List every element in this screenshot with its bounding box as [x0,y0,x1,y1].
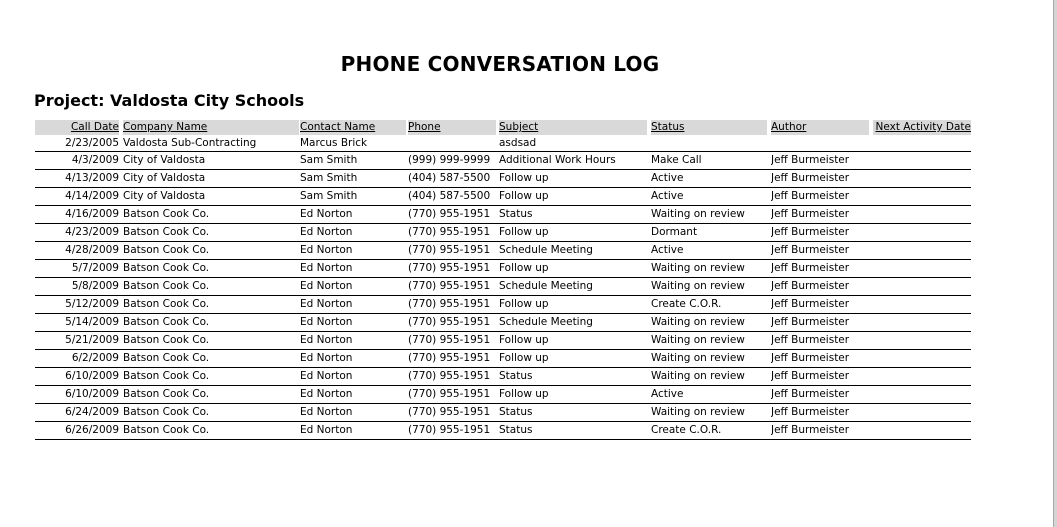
cell-next-activity-date [873,314,971,331]
cell-company-name: Batson Cook Co. [123,334,210,346]
cell-next-activity-date [873,170,971,187]
cell-contact-name: Marcus Brick [300,137,368,149]
table-row[interactable] [35,422,971,440]
table-body [35,135,971,440]
cell-call-date: 4/14/2009 [65,190,119,202]
header-status[interactable]: Status [651,120,767,135]
cell-next-activity-date [873,422,971,439]
table-row[interactable] [35,386,971,404]
cell-author: Jeff Burmeister [771,244,850,256]
cell-author: Jeff Burmeister [771,406,850,418]
cell-subject: asdsad [499,137,537,149]
report-title: PHONE CONVERSATION LOG [340,52,660,76]
window-right-edge [1053,0,1057,527]
table-row[interactable] [35,206,971,224]
cell-subject: Follow up [499,352,549,364]
cell-call-date: 4/3/2009 [71,154,119,166]
cell-call-date: 6/26/2009 [65,424,119,436]
cell-contact-name: Ed Norton [300,334,353,346]
cell-subject: Status [499,370,533,382]
cell-contact-name: Ed Norton [300,352,353,364]
cell-company-name: City of Valdosta [123,154,206,166]
table-row[interactable] [35,332,971,350]
cell-subject: Follow up [499,262,549,274]
cell-phone: (770) 955-1951 [408,370,491,382]
cell-company-name: Batson Cook Co. [123,262,210,274]
cell-contact-name: Ed Norton [300,406,353,418]
cell-subject: Follow up [499,298,549,310]
table-header-row [35,120,971,135]
cell-phone: (770) 955-1951 [408,424,491,436]
cell-phone: (770) 955-1951 [408,316,491,328]
cell-company-name: Batson Cook Co. [123,388,210,400]
cell-author: Jeff Burmeister [771,316,850,328]
cell-next-activity-date [873,188,971,205]
cell-status: Dormant [651,226,698,238]
cell-author: Jeff Burmeister [771,172,850,184]
header-phone[interactable]: Phone [408,120,496,135]
cell-phone: (770) 955-1951 [408,226,491,238]
cell-author: Jeff Burmeister [771,370,850,382]
cell-subject: Status [499,406,533,418]
cell-next-activity-date [873,350,971,367]
cell-author: Jeff Burmeister [771,388,850,400]
cell-next-activity-date [873,242,971,259]
table-row[interactable] [35,170,971,188]
cell-status: Waiting on review [651,370,745,382]
header-subject[interactable]: Subject [499,120,647,135]
cell-author: Jeff Burmeister [771,154,850,166]
cell-phone: (770) 955-1951 [408,334,491,346]
cell-call-date: 5/8/2009 [71,280,119,292]
cell-subject: Additional Work Hours [499,154,616,166]
cell-contact-name: Ed Norton [300,244,353,256]
cell-phone: (770) 955-1951 [408,244,491,256]
cell-phone: (404) 587-5500 [408,190,491,202]
table-row[interactable] [35,260,971,278]
table-row[interactable] [35,224,971,242]
cell-status: Waiting on review [651,316,745,328]
table-row[interactable] [35,278,971,296]
table-row[interactable] [35,135,971,152]
cell-call-date: 5/21/2009 [65,334,119,346]
cell-status: Active [651,388,684,400]
cell-contact-name: Ed Norton [300,388,353,400]
cell-company-name: Batson Cook Co. [123,280,210,292]
cell-phone: (999) 999-9999 [408,154,491,166]
cell-call-date: 4/16/2009 [65,208,119,220]
cell-status: Create C.O.R. [651,298,722,310]
cell-phone: (770) 955-1951 [408,280,491,292]
header-company-name[interactable]: Company Name [123,120,299,135]
cell-next-activity-date [873,296,971,313]
cell-next-activity-date [873,206,971,223]
cell-call-date: 5/7/2009 [71,262,119,274]
cell-author: Jeff Burmeister [771,424,850,436]
cell-author: Jeff Burmeister [771,208,850,220]
table-row[interactable] [35,242,971,260]
cell-status: Waiting on review [651,352,745,364]
table-row[interactable] [35,314,971,332]
header-author[interactable]: Author [771,120,869,135]
cell-subject: Schedule Meeting [499,316,593,328]
cell-call-date: 5/12/2009 [65,298,119,310]
cell-author: Jeff Burmeister [771,352,850,364]
cell-company-name: Batson Cook Co. [123,244,210,256]
cell-contact-name: Ed Norton [300,370,353,382]
table-row[interactable] [35,296,971,314]
table-row[interactable] [35,188,971,206]
cell-contact-name: Ed Norton [300,424,353,436]
cell-call-date: 4/23/2009 [65,226,119,238]
cell-call-date: 5/14/2009 [65,316,119,328]
cell-contact-name: Ed Norton [300,280,353,292]
cell-next-activity-date [873,332,971,349]
cell-subject: Status [499,208,533,220]
cell-call-date: 4/13/2009 [65,172,119,184]
cell-subject: Follow up [499,226,549,238]
cell-status: Create C.O.R. [651,424,722,436]
cell-next-activity-date [873,135,971,151]
cell-next-activity-date [873,152,971,169]
cell-company-name: Batson Cook Co. [123,352,210,364]
cell-call-date: 6/24/2009 [65,406,119,418]
cell-phone: (770) 955-1951 [408,208,491,220]
cell-company-name: Valdosta Sub-Contracting [123,137,257,149]
cell-subject: Follow up [499,190,549,202]
cell-status: Active [651,190,684,202]
cell-status: Waiting on review [651,406,745,418]
cell-company-name: Batson Cook Co. [123,226,210,238]
cell-company-name: Batson Cook Co. [123,370,210,382]
cell-subject: Schedule Meeting [499,280,593,292]
cell-author: Jeff Burmeister [771,226,850,238]
cell-contact-name: Sam Smith [300,154,358,166]
cell-next-activity-date [873,224,971,241]
cell-company-name: Batson Cook Co. [123,298,210,310]
cell-company-name: Batson Cook Co. [123,406,210,418]
cell-author: Jeff Burmeister [771,262,850,274]
cell-phone: (770) 955-1951 [408,262,491,274]
cell-contact-name: Ed Norton [300,316,353,328]
cell-phone: (770) 955-1951 [408,298,491,310]
cell-author: Jeff Burmeister [771,280,850,292]
cell-call-date: 2/23/2005 [65,137,119,149]
cell-status: Waiting on review [651,208,745,220]
cell-status: Waiting on review [651,334,745,346]
table-row[interactable] [35,350,971,368]
cell-contact-name: Sam Smith [300,172,358,184]
cell-company-name: City of Valdosta [123,172,206,184]
cell-status: Waiting on review [651,280,745,292]
cell-phone: (770) 955-1951 [408,352,491,364]
call-log-table [35,120,971,440]
cell-next-activity-date [873,404,971,421]
table-row[interactable] [35,152,971,170]
cell-call-date: 6/2/2009 [71,352,119,364]
cell-contact-name: Ed Norton [300,208,353,220]
header-call-date[interactable]: Call Date [35,120,119,135]
cell-phone: (770) 955-1951 [408,388,491,400]
header-next-activity-date[interactable]: Next Activity Date [873,120,971,135]
cell-company-name: Batson Cook Co. [123,424,210,436]
cell-status [651,135,767,151]
cell-subject: Follow up [499,334,549,346]
cell-company-name: Batson Cook Co. [123,208,210,220]
cell-author [771,135,869,151]
cell-contact-name: Sam Smith [300,190,358,202]
project-heading: Project: Valdosta City Schools [34,91,305,110]
cell-author: Jeff Burmeister [771,190,850,202]
cell-next-activity-date [873,368,971,385]
cell-subject: Schedule Meeting [499,244,593,256]
header-contact-name[interactable]: Contact Name [300,120,406,135]
cell-status: Active [651,244,684,256]
cell-subject: Follow up [499,388,549,400]
cell-company-name: Batson Cook Co. [123,316,210,328]
cell-author: Jeff Burmeister [771,298,850,310]
cell-author: Jeff Burmeister [771,334,850,346]
cell-contact-name: Ed Norton [300,262,353,274]
cell-company-name: City of Valdosta [123,190,206,202]
cell-phone: (770) 955-1951 [408,406,491,418]
cell-subject: Status [499,424,533,436]
cell-status: Waiting on review [651,262,745,274]
cell-contact-name: Ed Norton [300,226,353,238]
cell-call-date: 6/10/2009 [65,370,119,382]
cell-phone [408,135,496,151]
cell-call-date: 4/28/2009 [65,244,119,256]
cell-status: Active [651,172,684,184]
cell-next-activity-date [873,278,971,295]
cell-next-activity-date [873,386,971,403]
cell-call-date: 6/10/2009 [65,388,119,400]
cell-subject: Follow up [499,172,549,184]
cell-phone: (404) 587-5500 [408,172,491,184]
cell-next-activity-date [873,260,971,277]
cell-contact-name: Ed Norton [300,298,353,310]
table-row[interactable] [35,404,971,422]
cell-status: Make Call [651,154,702,166]
table-row[interactable] [35,368,971,386]
